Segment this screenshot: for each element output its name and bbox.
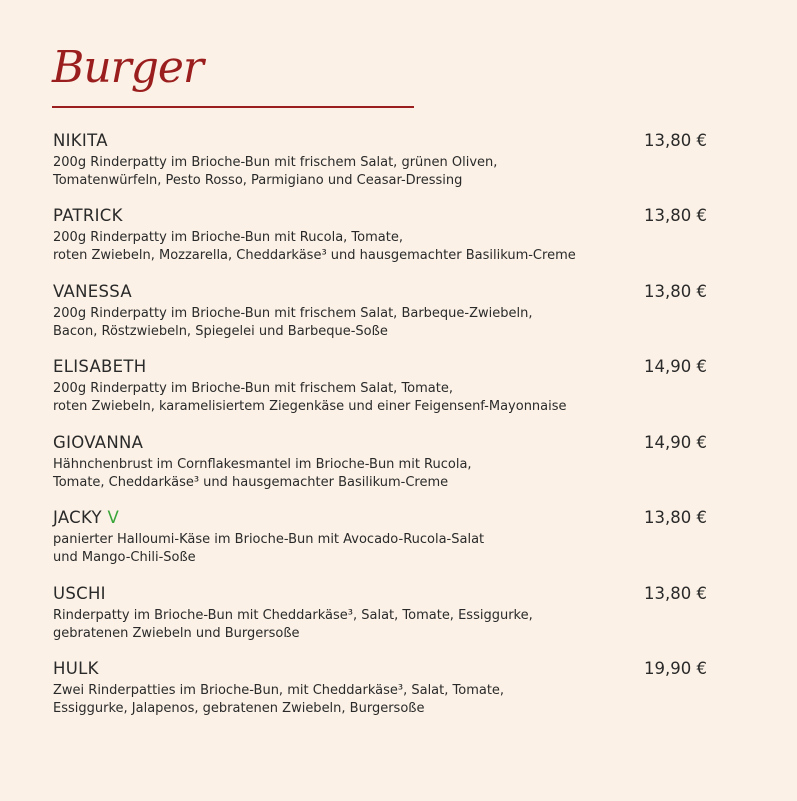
item-name-text: VANESSA bbox=[53, 282, 132, 301]
vegetarian-badge: V bbox=[107, 508, 120, 527]
item-name bbox=[53, 357, 713, 377]
item-name bbox=[53, 206, 713, 226]
item-description bbox=[53, 607, 713, 643]
item-name bbox=[53, 282, 713, 302]
item-description-line: Rinderpatty im Brioche-Bun mit Cheddarkäse³, Salat, Tomate, Essiggurke, bbox=[53, 608, 533, 623]
item-description-line: Essiggurke, Jalapenos, gebratenen Zwiebeln, Burgersoße bbox=[53, 701, 425, 716]
item-description bbox=[53, 531, 713, 567]
item-description bbox=[53, 456, 713, 492]
item-description-line: roten Zwiebeln, karamelisiertem Ziegenkäse und einer Feigensenf-Mayonnaise bbox=[53, 399, 567, 414]
item-description bbox=[53, 380, 713, 416]
item-name-text: HULK bbox=[53, 659, 99, 678]
item-price: 13,80 € bbox=[644, 508, 707, 527]
item-description-line: panierter Halloumi-Käse im Brioche-Bun mit Avocado-Rucola-Salat bbox=[53, 532, 485, 547]
item-price: 13,80 € bbox=[644, 282, 707, 301]
menu-item bbox=[53, 206, 713, 265]
menu-item bbox=[53, 584, 713, 643]
item-name-text: PATRICK bbox=[53, 206, 123, 225]
title-underline bbox=[52, 106, 414, 108]
item-description-line: 200g Rinderpatty im Brioche-Bun mit frischem Salat, Tomate, bbox=[53, 381, 453, 396]
item-price: 19,90 € bbox=[644, 659, 707, 678]
item-description bbox=[53, 229, 713, 265]
item-name-text: USCHI bbox=[53, 584, 106, 603]
item-name-text: GIOVANNA bbox=[53, 433, 144, 452]
menu-item bbox=[53, 659, 713, 718]
item-name bbox=[53, 584, 713, 604]
item-name bbox=[53, 433, 713, 453]
item-description bbox=[53, 682, 713, 718]
item-price: 14,90 € bbox=[644, 433, 707, 452]
item-price: 13,80 € bbox=[644, 206, 707, 225]
item-description-line: Hähnchenbrust im Cornflakesmantel im Brioche-Bun mit Rucola, bbox=[53, 457, 472, 472]
item-name bbox=[53, 508, 713, 528]
item-description-line: Tomatenwürfeln, Pesto Rosso, Parmigiano und Ceasar-Dressing bbox=[53, 173, 463, 188]
item-name-text: NIKITA bbox=[53, 131, 108, 150]
item-description-line: 200g Rinderpatty im Brioche-Bun mit frischem Salat, Barbeque-Zwiebeln, bbox=[53, 306, 533, 321]
item-description-line: Tomate, Cheddarkäse³ und hausgemachter Basilikum-Creme bbox=[53, 475, 449, 490]
menu-item bbox=[53, 131, 713, 190]
item-description-line: 200g Rinderpatty im Brioche-Bun mit frischem Salat, grünen Oliven, bbox=[53, 155, 498, 170]
menu-item bbox=[53, 433, 713, 492]
item-price: 13,80 € bbox=[644, 584, 707, 603]
item-price: 14,90 € bbox=[644, 357, 707, 376]
menu-item bbox=[53, 357, 713, 416]
item-description bbox=[53, 154, 713, 190]
item-name bbox=[53, 131, 713, 151]
menu-item bbox=[53, 508, 713, 567]
item-description-line: Bacon, Röstzwiebeln, Spiegelei und Barbeque-Soße bbox=[53, 324, 388, 339]
item-description bbox=[53, 305, 713, 341]
item-description-line: Zwei Rinderpatties im Brioche-Bun, mit Cheddarkäse³, Salat, Tomate, bbox=[53, 683, 505, 698]
item-name-text: ELISABETH bbox=[53, 357, 147, 376]
item-description-line: und Mango-Chili-Soße bbox=[53, 550, 196, 565]
item-price: 13,80 € bbox=[644, 131, 707, 150]
item-name bbox=[53, 659, 713, 679]
item-name-text: JACKY bbox=[53, 508, 102, 527]
item-description-line: gebratenen Zwiebeln und Burgersoße bbox=[53, 626, 300, 641]
item-description-line: 200g Rinderpatty im Brioche-Bun mit Rucola, Tomate, bbox=[53, 230, 403, 245]
page-title: Burger bbox=[52, 42, 203, 93]
item-description-line: roten Zwiebeln, Mozzarella, Cheddarkäse³ und hausgemachter Basilikum-Creme bbox=[53, 248, 576, 263]
menu-item bbox=[53, 282, 713, 341]
